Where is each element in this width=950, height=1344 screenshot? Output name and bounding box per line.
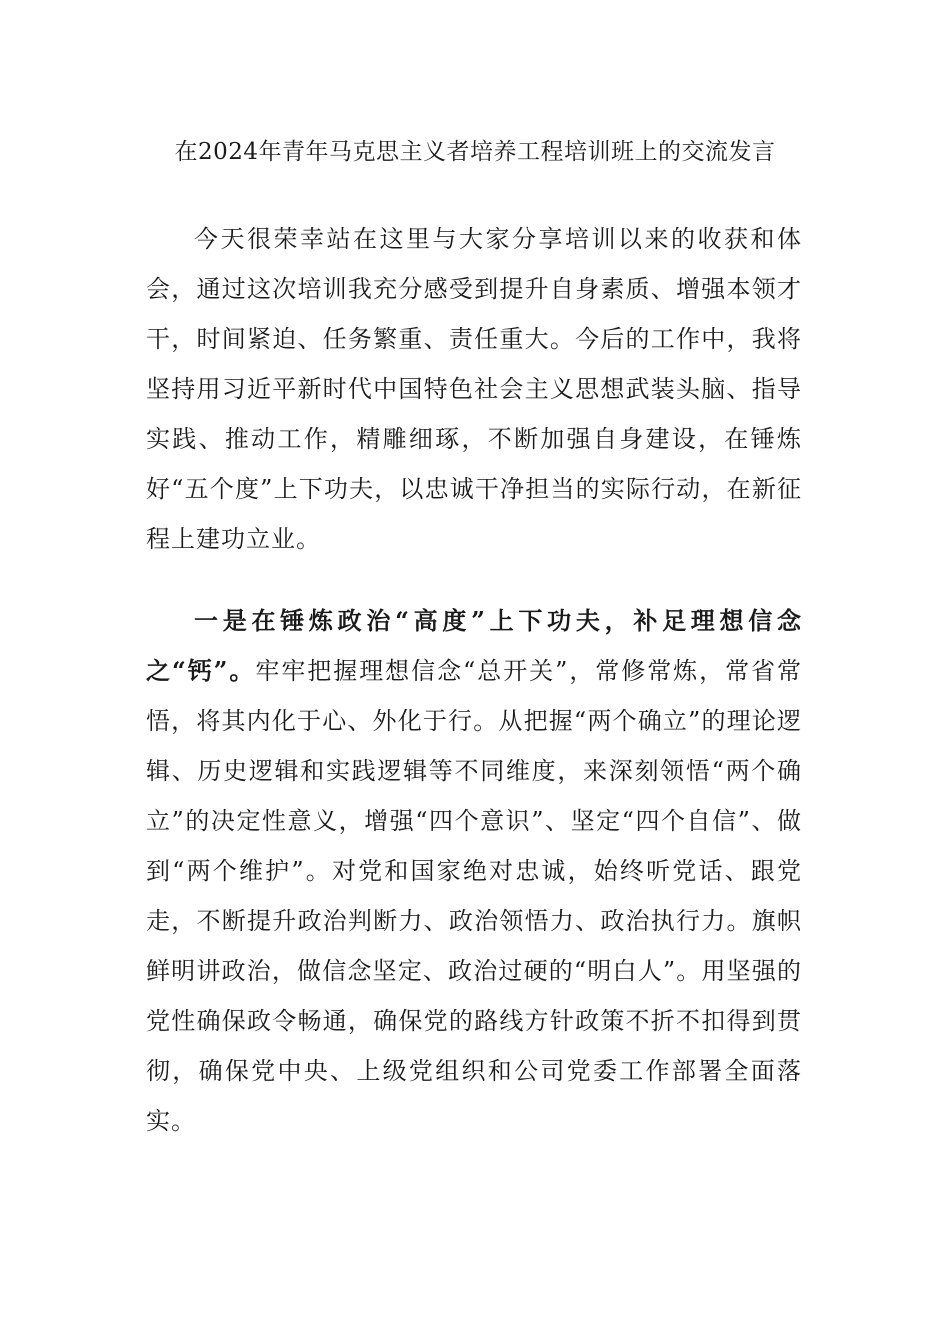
paragraph-intro-text: 今天很荣幸站在这里与大家分享培训以来的收获和体会，通过这次培训我充分感受到提升自身素质、增强本领才干，时间紧迫、任务繁重、责任重大。今后的工作中，我将坚持用习近平新时代中国特色社会主义思想武装头脑、指导实践、推动工作，精雕细琢，不断加强自身建设，在锤炼好“五个度”上下功夫，以忠诚干净担当的实际行动，在新征程上建功立业。: [146, 225, 802, 553]
paragraph-intro: [146, 214, 802, 564]
paragraph-point-one: [146, 596, 802, 1146]
document-title: 在2024年青年马克思主义者培养工程培训班上的交流发言: [174, 139, 776, 165]
paragraph-point-one-text: 牢牢把握理想信念“总开关”，常修常炼，常省常悟，将其内化于心、外化于行。从把握“两个确立”的理论逻辑、历史逻辑和实践逻辑等不同维度，来深刻领悟“两个确立”的决定性意义，增强“四个意识”、坚定“四个自信”、做到“两个维护”。对党和国家绝对忠诚，始终听党话、跟党走，不断提升政治判断力、政治领悟力、政治执行力。旗帜鲜明讲政治，做信念坚定、政治过硬的“明白人”。用坚强的党性确保政令畅通，确保党的路线方针政策不折不扣得到贯彻，确保党中央、上级党组织和公司党委工作部署全面落实。: [146, 657, 802, 1135]
paragraph-point-one-heading: 一是在锤炼政治“高度”上下功夫，补足理想信念之“钙”。: [146, 606, 802, 685]
